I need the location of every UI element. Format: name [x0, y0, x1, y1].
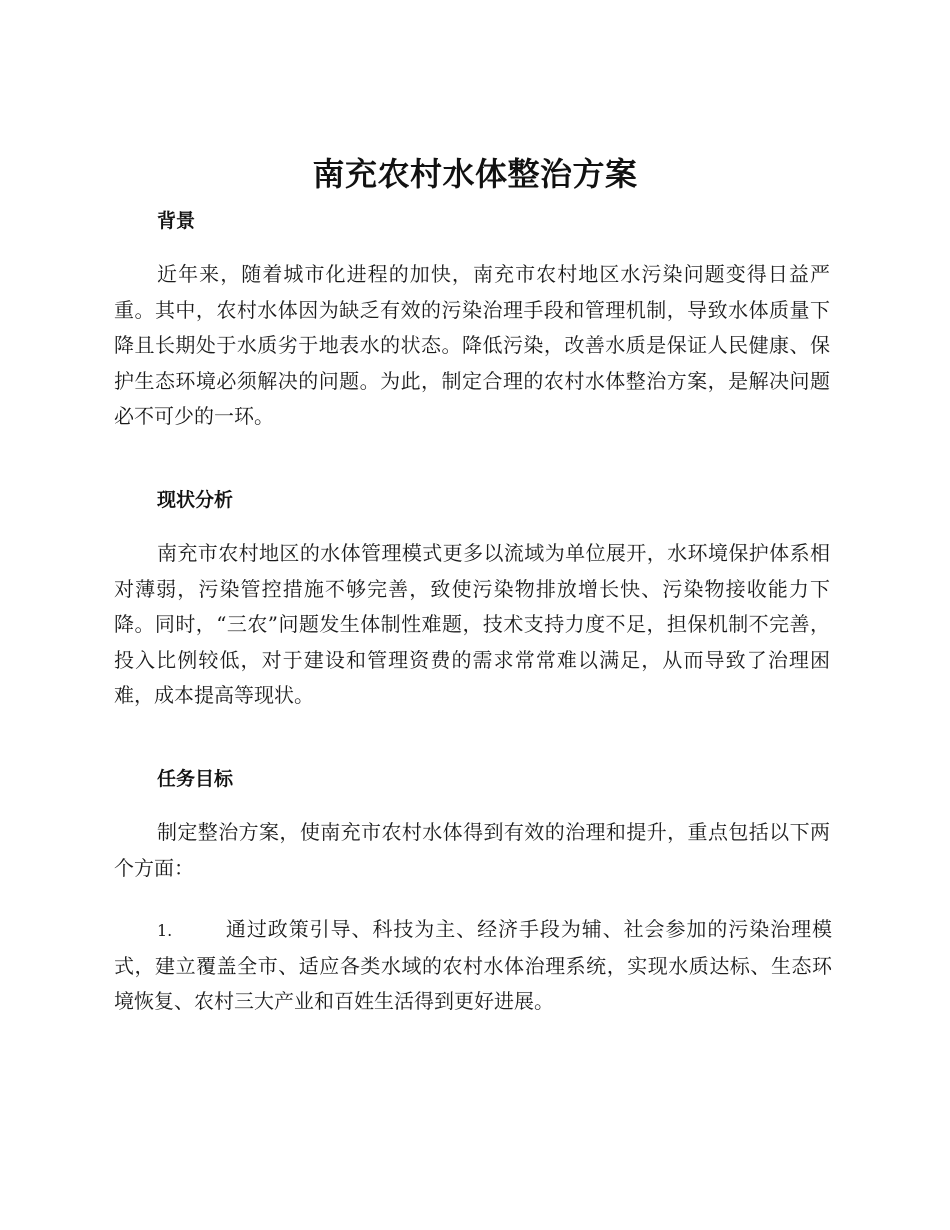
paragraph-background: 近年来，随着城市化进程的加快，南充市农村地区水污染问题变得日益严重。其中，农村水体因为缺乏有效的污染治理手段和管理机制，导致水体质量下降且长期处于水质劣于地表水的状态。降低污染，改善水质是保证人民健康、保护生态环境必须解决的问题。为此，制定合理的农村水体整治方案，是解决问题必不可少的一环。	[114, 262, 830, 428]
document-title: 南充农村水体整治方案	[312, 155, 638, 193]
section-heading-status: 现状分析	[157, 489, 234, 511]
paragraph-status: 南充市农村地区的水体管理模式更多以流域为单位展开，水环境保护体系相对薄弱，污染管控措施不够完善，致使污染物排放增长快、污染物接收能力下降。同时，“三农”问题发生体制性难题，技术支持力度不足，担保机制不完善，投入比例较低，对于建设和管理资费的需求常常难以满足，从而导致了治理困难，成本提高等现状。	[114, 541, 830, 707]
section-heading-background: 背景	[157, 210, 196, 232]
list-item-number: 1.	[157, 921, 173, 940]
list-item	[114, 912, 832, 1020]
list-item-text: 通过政策引导、科技为主、经济手段为辅、社会参加的污染治理模式，建立覆盖全市、适应各类水域的农村水体治理系统，实现水质达标、生态环境恢复、农村三大产业和百姓生活得到更好进展。	[114, 917, 832, 1013]
paragraph-goals: 制定整治方案，使南充市农村水体得到有效的治理和提升，重点包括以下两个方面：	[114, 820, 830, 880]
section-heading-goals: 任务目标	[157, 768, 234, 790]
